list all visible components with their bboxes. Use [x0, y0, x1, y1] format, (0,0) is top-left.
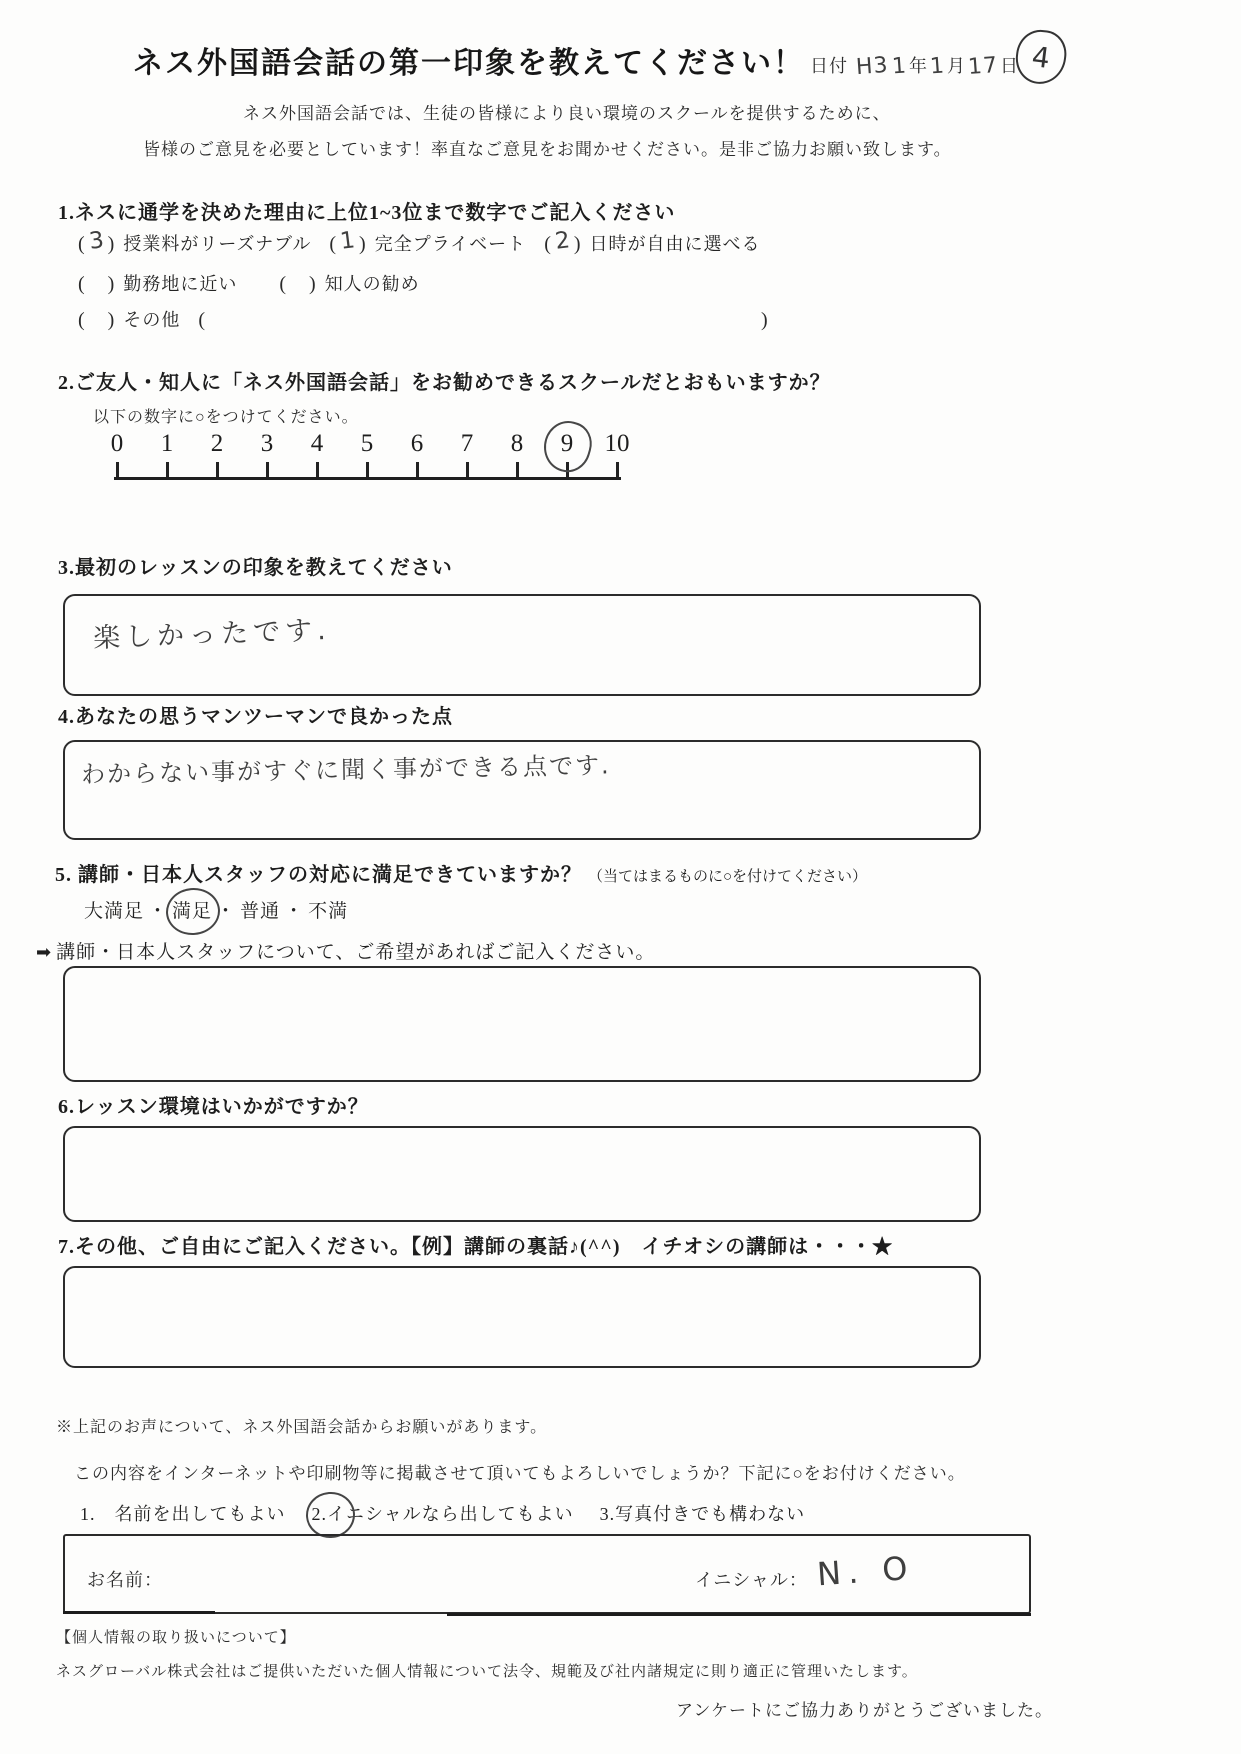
- paren-open: (: [198, 309, 207, 331]
- separator-dot: ・: [148, 901, 169, 922]
- scale-score-3[interactable]: 3: [260, 430, 274, 457]
- separator-dot: ・: [284, 901, 305, 922]
- q5-satisfaction-options: [84, 896, 348, 923]
- thanks-message: アンケートにご協力ありがとうございました。: [676, 1701, 1053, 1720]
- consent-option-rest: ニシャルなら出してもよい: [346, 1504, 574, 1524]
- name-label: お名前：: [87, 1570, 163, 1590]
- q1-option-private[interactable]: [329, 227, 527, 256]
- consent-selected-circle: [312, 1500, 347, 1526]
- consent-option-circled-part: 2.イ: [311, 1504, 346, 1524]
- paren-close: ): [107, 309, 116, 331]
- paren-close: ): [761, 309, 769, 331]
- name-underline-segment: [63, 1611, 215, 1614]
- q7-answer-box[interactable]: [63, 1266, 981, 1368]
- q2-label: 2.ご友人・知人に「ネス外国語会話」をお勧めできるスクールだとおもいますか？: [58, 372, 831, 394]
- q2-instruction: 以下の数字に○をつけてください。: [93, 409, 359, 426]
- intro-line-1: ネス外国語会話では、生徒の皆様により良い環境のスクールを提供するために、: [243, 104, 891, 123]
- paren-close: ): [359, 233, 367, 255]
- q5-label-text: 5. 講師・日本人スタッフの対応に満足できていますか？: [55, 864, 582, 886]
- paren-open: (: [544, 233, 552, 255]
- q1-option-label: 日時が自由に選べる: [589, 234, 761, 254]
- date-era-handwritten[interactable]: H3: [854, 52, 889, 81]
- paren-close: ): [107, 273, 116, 295]
- right-arrow-icon: ➡: [36, 942, 53, 963]
- scale-tick: [592, 462, 642, 477]
- scale-score-10[interactable]: 10: [604, 430, 630, 457]
- q1-option-schedule[interactable]: [544, 227, 761, 256]
- date-month-handwritten[interactable]: 1: [929, 53, 946, 80]
- q4-label: 4.あなたの思うマンツーマンで良かった点: [58, 706, 453, 728]
- q1-option-label: 知人の勧め: [324, 274, 420, 294]
- q4-answer-box[interactable]: [63, 740, 981, 840]
- paren-open: (: [78, 309, 86, 331]
- q1-rank-handwritten[interactable]: [86, 287, 108, 290]
- q1-option-label: その他: [123, 310, 181, 330]
- q5-followup-label: [36, 937, 655, 964]
- q5-answer-box[interactable]: [63, 966, 981, 1082]
- q6-label: 6.レッスン環境はいかがですか？: [58, 1096, 369, 1118]
- initial-input-area[interactable]: [815, 1548, 916, 1596]
- q5-option-daimanzoku[interactable]: 大満足: [84, 901, 145, 922]
- q1-option-referral[interactable]: [279, 270, 419, 296]
- scale-tick: [292, 462, 342, 477]
- q1-options-row1: [78, 227, 779, 256]
- paren-close: ): [107, 233, 116, 255]
- q1-label: 1.ネスに通学を決めた理由に上位1~3位まで数字でご記入ください: [58, 202, 676, 224]
- q1-rank-handwritten[interactable]: [86, 323, 108, 326]
- q3-handwritten-answer: 楽しかったです.: [92, 614, 332, 655]
- scale-score-4[interactable]: 4: [310, 430, 324, 457]
- q5-option-manzoku-selected[interactable]: [172, 896, 212, 923]
- scale-score-9-selected[interactable]: 9: [542, 430, 592, 458]
- scale-score-2[interactable]: 2: [210, 430, 224, 457]
- month-glyph: 月: [947, 56, 967, 76]
- q1-option-price[interactable]: [78, 227, 312, 256]
- year-glyph: 年: [909, 56, 929, 76]
- scale-score-5[interactable]: 5: [360, 430, 374, 457]
- q5-option-label: 満足: [172, 901, 213, 922]
- q1-options-row3: [78, 306, 769, 332]
- paren-open: (: [78, 273, 86, 295]
- page-title: ネス外国語会話の第一印象を教えてください！: [133, 47, 805, 80]
- scale-numbers: [92, 430, 652, 458]
- separator-dot: ・: [216, 901, 237, 922]
- paren-open: (: [279, 273, 288, 295]
- q1-options-row2: [78, 270, 438, 296]
- scale-tick: [92, 462, 142, 477]
- q1-option-workplace[interactable]: [78, 270, 237, 296]
- q1-rank-handwritten[interactable]: 1: [338, 227, 358, 255]
- q5-label: [55, 858, 867, 887]
- scale-baseline: [114, 477, 621, 480]
- q1-rank-handwritten[interactable]: 2: [553, 227, 573, 255]
- scale-tick: [342, 462, 392, 477]
- page-number-badge: 4: [1013, 27, 1069, 87]
- date-label: 日付: [810, 56, 848, 76]
- q5-followup-text: 講師・日本人スタッフについて、ご希望があればご記入ください。: [56, 942, 656, 963]
- scale-tick: [542, 462, 592, 477]
- scale-tick: [492, 462, 542, 477]
- q1-option-label: 勤務地に近い: [123, 274, 238, 294]
- paren-close: ): [309, 273, 317, 295]
- scale-tick: [442, 462, 492, 477]
- q5-option-fuman[interactable]: 不満: [308, 901, 349, 922]
- q1-rank-handwritten[interactable]: [287, 287, 309, 290]
- consent-note-1: ※上記のお声について、ネス外国語会話からお願いがあります。: [56, 1419, 548, 1436]
- q5-label-note: （当てはまるものに○を付けてください）: [588, 869, 868, 885]
- scale-tick: [392, 462, 442, 477]
- scale-tick: [192, 462, 242, 477]
- day-glyph: 日: [1000, 56, 1020, 76]
- q3-answer-box[interactable]: [63, 594, 981, 696]
- initial-underline-segment: [447, 1613, 1031, 1616]
- privacy-text: ネスグローバル株式会社はご提供いただいた個人情報について法令、規範及び社内諸規定に則り適正に管理いたします。: [56, 1664, 918, 1680]
- scale-score-6[interactable]: 6: [410, 430, 424, 457]
- initial-label: イニシャル：: [695, 1570, 808, 1590]
- name-entry-box: [63, 1534, 1031, 1614]
- consent-note-2: この内容をインターネットや印刷物等に掲載させて頂いてもよろしいでしょうか？下記に○をお付けください。: [74, 1464, 966, 1483]
- date-day-handwritten[interactable]: 17: [967, 52, 999, 81]
- consent-options: [80, 1500, 805, 1526]
- q3-label: 3.最初のレッスンの印象を教えてください: [58, 557, 453, 579]
- initial-handwritten-value: N. O: [815, 1548, 916, 1594]
- scale-score-0[interactable]: 0: [110, 430, 124, 457]
- intro-line-2: 皆様のご意見を必要としています！率直なご意見をお聞かせください。是非ご協力お願い致します。: [143, 140, 952, 159]
- scale-tick: [142, 462, 192, 477]
- scale-score-7[interactable]: 7: [460, 430, 474, 457]
- privacy-heading: 【個人情報の取り扱いについて】: [56, 1630, 296, 1646]
- paren-close: ): [573, 233, 582, 255]
- q1-option-label: 授業料がリーズナブル: [123, 234, 312, 254]
- q6-answer-box[interactable]: [63, 1126, 981, 1222]
- q1-option-other[interactable]: [78, 306, 180, 332]
- q1-rank-handwritten[interactable]: 3: [87, 227, 107, 255]
- name-input-area[interactable]: [89, 1566, 489, 1592]
- date-year-handwritten[interactable]: 1: [891, 53, 908, 80]
- date-field: [810, 52, 1020, 81]
- scale-score-8[interactable]: 8: [510, 430, 524, 457]
- paren-open: (: [329, 233, 338, 255]
- scale-ticks: [92, 462, 652, 477]
- consent-option-initial-ok-selected[interactable]: [312, 1500, 574, 1526]
- q7-label: 7.その他、ご自由にご記入ください。【例】講師の裏話♪(^^) イチオシの講師は・・・★: [58, 1236, 894, 1258]
- q5-option-futsuu[interactable]: 普通: [240, 901, 281, 922]
- paren-open: (: [78, 233, 86, 255]
- scale-tick: [242, 462, 292, 477]
- consent-option-name-ok[interactable]: 1. 名前を出してもよい: [80, 1504, 286, 1524]
- scale-score-1[interactable]: 1: [160, 430, 174, 457]
- recommendation-scale: [92, 430, 652, 480]
- q1-option-label: 完全プライベート: [374, 234, 527, 254]
- consent-option-photo-ok[interactable]: 3.写真付きでも構わない: [599, 1504, 806, 1524]
- q4-handwritten-answer: わからない事がすぐに聞く事ができる点です.: [80, 751, 611, 789]
